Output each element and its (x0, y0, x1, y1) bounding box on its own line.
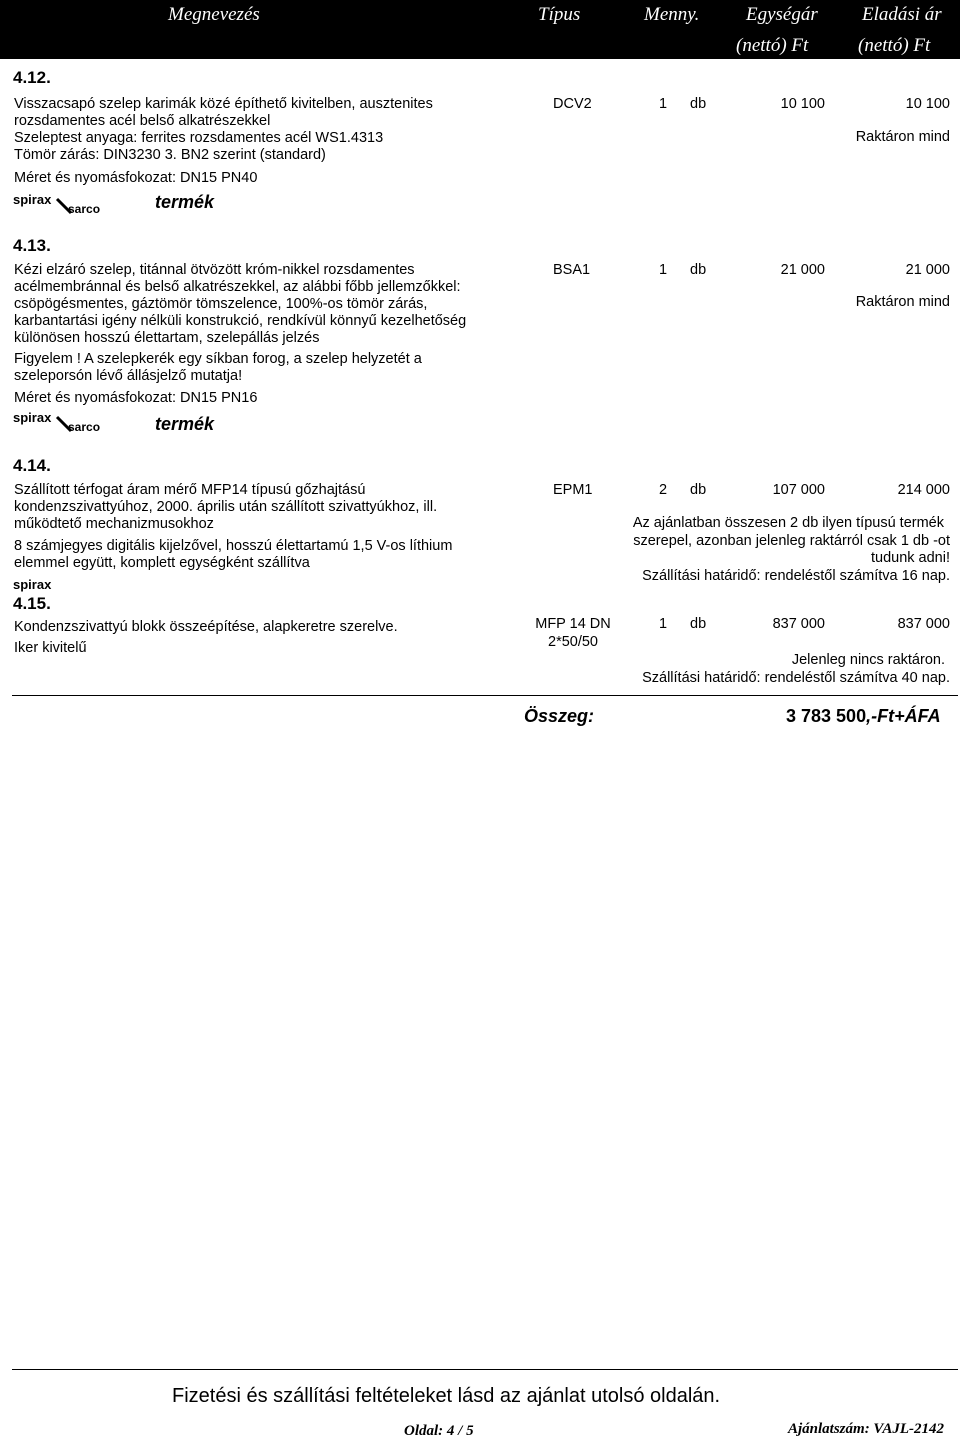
desc-line: karbantartási igény nélküli konstrukció, rendkívül könnyű kezelhetőség (14, 313, 467, 329)
desc-line: Kondenzszivattyú blokk összeépítése, alapkeretre szerelve. (14, 619, 398, 635)
note-line: tudunk adni! (870, 550, 950, 566)
item-unit-price: 107 000 (772, 482, 825, 498)
svg-text:spirax: spirax (13, 410, 52, 425)
item-unit-price: 21 000 (780, 262, 825, 278)
item-qty: 2 (659, 482, 668, 498)
item-sale-price: 10 100 (905, 96, 950, 112)
header-sale-price-net: (nettó) Ft (858, 35, 931, 56)
page-number: Oldal: 4 / 5 (404, 1423, 474, 1439)
desc-line: kondenzszivattyúhoz, 2000. április után szállított szivattyúkhoz, ill. (14, 499, 438, 515)
offer-number: Ajánlatszám: VAJL-2142 (788, 1421, 944, 1437)
total-value-row (786, 706, 941, 727)
desc-line: Szállított térfogat áram mérő MFP14 típusú gőzhajtású (14, 482, 366, 498)
item-qty: 1 (659, 96, 668, 112)
item-qty: 1 (659, 616, 668, 632)
svg-text:spirax: spirax (13, 577, 52, 592)
total-label: Összeg: (524, 706, 595, 726)
item-sale-price: 21 000 (905, 262, 950, 278)
header-qty: Menny. (644, 4, 700, 25)
header-sale-price: Eladási ár (862, 4, 942, 25)
desc-line: csöpögésmentes, gáztömör tömszelence, 100%-os tömör zárás, (14, 296, 428, 312)
stock-note: Raktáron mind (855, 129, 950, 145)
item-unit-price: 10 100 (780, 96, 825, 112)
desc-line: Méret és nyomásfokozat: DN15 PN40 (14, 170, 258, 186)
item-type: BSA1 (553, 262, 591, 278)
note-line: Szállítási határidő: rendeléstől számítva 16 nap. (642, 567, 950, 584)
header-name: Megnevezés (168, 4, 260, 25)
desc-line: Tömör zárás: DIN3230 3. BN2 szerint (standard) (14, 147, 326, 163)
desc-line: rozsdamentes acél belső alkatrészekkel (14, 113, 271, 129)
total-divider (12, 695, 958, 696)
item-type (533, 616, 613, 650)
header-unit-price-net: (nettó) Ft (736, 35, 809, 56)
item-number: 4.14. (13, 456, 51, 475)
item-type: DCV2 (553, 96, 592, 112)
availability-note (642, 651, 950, 687)
header-unit-price: Egységár (746, 4, 818, 25)
footer-divider (12, 1369, 958, 1370)
svg-text:sarco: sarco (68, 420, 101, 434)
desc-line: működtető mechanizmusokhoz (14, 516, 214, 532)
desc-line: Kézi elzáró szelep, titánnal ötvözött króm-nikkel rozsdamentes (14, 262, 415, 278)
stock-note: Raktáron mind (855, 294, 950, 310)
desc-line: Szeleptest anyaga: ferrites rozsdamentes acél WS1.4313 (14, 130, 384, 146)
item-sale-price: 837 000 (897, 616, 950, 632)
item-description (14, 482, 452, 572)
spirax-sarco-logo (13, 193, 127, 215)
spirax-sarco-logo (13, 411, 127, 433)
item-description (14, 619, 398, 657)
footer-conditions: Fizetési és szállítási feltételeket lásd az ajánlat utolsó oldalán. (172, 1385, 721, 1407)
item-description (14, 96, 433, 187)
item-type: EPM1 (553, 482, 593, 498)
desc-line: szeleporsón lévő állásjelző mutatja! (14, 368, 243, 384)
desc-line: acélmembránnal és belső alkatrészekkel, az alábbi főbb jellemzőkkel: (14, 279, 461, 295)
note-line: szerepel, azonban jelenleg raktárról csak 1 db -ot (633, 532, 950, 549)
item-number: 4.13. (13, 236, 51, 255)
desc-line: különösen hosszú élettartam, szelepállás jelzés (14, 330, 320, 346)
item-qty: 1 (659, 262, 668, 278)
item-unit: db (690, 96, 707, 112)
svg-text:sarco: sarco (68, 202, 101, 216)
type-line: 2*50/50 (548, 634, 598, 650)
item-sale-price: 214 000 (897, 482, 950, 498)
availability-note (633, 515, 950, 585)
type-line: MFP 14 DN (535, 616, 611, 632)
item-unit-price: 837 000 (772, 616, 825, 632)
spirax-logo-cropped (13, 577, 83, 592)
desc-line: Iker kivitelű (14, 640, 87, 656)
item-unit: db (690, 482, 707, 498)
item-description (14, 262, 466, 407)
total-value: 3 783 500 (786, 706, 867, 726)
item-unit: db (690, 616, 707, 632)
item-unit: db (690, 262, 707, 278)
logo-suffix: termék (155, 192, 215, 212)
note-line: Jelenleg nincs raktáron. (791, 652, 945, 668)
note-line: Az ajánlatban összesen 2 db ilyen típusú termék (632, 515, 944, 531)
item-number: 4.12. (13, 68, 51, 87)
desc-line: elemmel együtt, komplett egységként szállítva (14, 555, 310, 571)
desc-line: Figyelem ! A szelepkerék egy síkban forog, a szelep helyzetét a (14, 351, 422, 367)
logo-suffix: termék (155, 414, 215, 434)
note-line: Szállítási határidő: rendeléstől számítva 40 nap. (642, 670, 950, 686)
total-suffix: ,-Ft+ÁFA (866, 706, 941, 726)
desc-line: 8 számjegyes digitális kijelzővel, hosszú élettartamú 1,5 V-os líthium (14, 538, 453, 554)
desc-line: Visszacsapó szelep karimák közé építhető kivitelben, ausztenites (14, 96, 433, 112)
header-type: Típus (538, 4, 581, 25)
svg-text:spirax: spirax (13, 192, 52, 207)
desc-line: Méret és nyomásfokozat: DN15 PN16 (14, 390, 258, 406)
item-number: 4.15. (13, 594, 51, 613)
